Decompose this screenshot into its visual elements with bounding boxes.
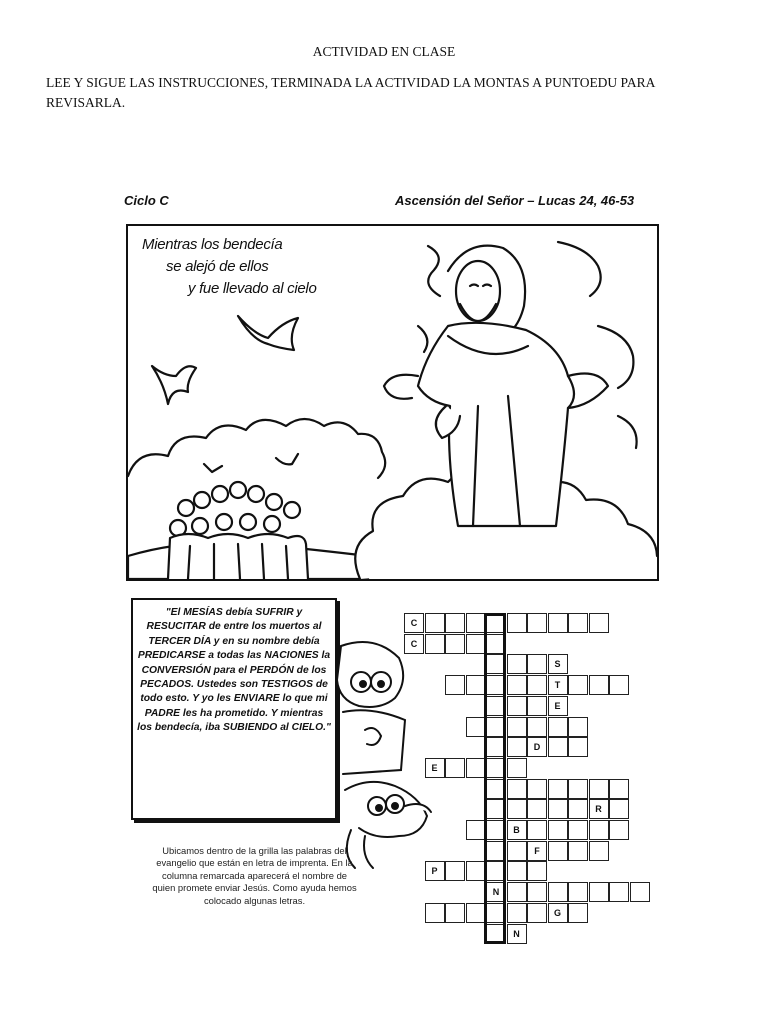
quote-text: les ha prometido. Y mientras los bendecía, iba — [137, 707, 324, 734]
crossword-cell[interactable]: F — [527, 841, 547, 861]
quote-keyword: TESTIGOS — [260, 679, 313, 691]
crossword-cell[interactable] — [507, 799, 527, 819]
crossword-cell[interactable] — [589, 779, 609, 799]
crossword-cell[interactable] — [589, 882, 609, 902]
crossword-cell[interactable] — [466, 675, 486, 695]
quote-text: a todas las — [205, 650, 265, 662]
crossword-cell[interactable] — [548, 799, 568, 819]
instructions-text: LEE Y SIGUE LAS INSTRUCCIONES, TERMINADA LA ACTIVIDAD LA MONTAS A PUNTOEDU PARA REVISARLA. — [46, 75, 655, 110]
crossword-cell[interactable] — [507, 882, 527, 902]
crossword-cell[interactable] — [527, 882, 547, 902]
crossword-cell[interactable] — [548, 717, 568, 737]
crossword-cell[interactable] — [466, 717, 486, 737]
crossword-cell[interactable] — [548, 737, 568, 757]
crossword-cell[interactable] — [425, 634, 445, 654]
quote-text: de entre los muertos al — [205, 621, 322, 633]
crossword-cell[interactable] — [527, 903, 547, 923]
crossword-cell[interactable] — [568, 737, 588, 757]
crossword-cell[interactable]: E — [548, 696, 568, 716]
crossword-cell[interactable] — [568, 779, 588, 799]
crossword-cell[interactable] — [507, 696, 527, 716]
crossword-cell[interactable] — [466, 634, 486, 654]
crossword-cell[interactable] — [548, 779, 568, 799]
crossword-cell[interactable] — [445, 903, 465, 923]
caption-line-2: se alejó de ellos — [166, 258, 269, 275]
quote-keyword: PERDÓN — [249, 664, 294, 676]
crossword-cell[interactable] — [527, 717, 547, 737]
crossword-cell[interactable] — [466, 903, 486, 923]
quote-keyword: ENVIARE — [233, 693, 280, 705]
crossword-cell[interactable]: B — [507, 820, 527, 840]
crossword-cell[interactable] — [568, 675, 588, 695]
quote-text: . Ustedes son — [191, 679, 261, 691]
crossword-cell[interactable] — [507, 613, 527, 633]
quote-keyword: TERCER DÍA — [148, 635, 211, 647]
crossword-cell[interactable] — [507, 903, 527, 923]
crossword-cell[interactable] — [425, 903, 445, 923]
ascension-illustration — [126, 224, 659, 581]
crossword-cell[interactable] — [445, 758, 465, 778]
crossword-cell[interactable]: E — [425, 758, 445, 778]
crossword-cell[interactable] — [466, 758, 486, 778]
quote-keyword: SUBIENDO — [222, 722, 278, 734]
crossword-cell[interactable] — [568, 903, 588, 923]
reading-label: Ascensión del Señor – Lucas 24, 46-53 — [395, 193, 635, 208]
children-drawing — [335, 640, 435, 870]
page-title: ACTIVIDAD EN CLASE — [312, 44, 456, 59]
quote-text: de todo esto. Y yo les — [140, 679, 328, 705]
crossword-cell[interactable] — [507, 841, 527, 861]
crossword-cell[interactable]: N — [486, 882, 506, 902]
ascension-drawing — [128, 226, 657, 579]
crossword-cell[interactable] — [507, 861, 527, 881]
crossword-cell[interactable] — [548, 841, 568, 861]
crossword-cell[interactable] — [507, 654, 527, 674]
crossword-cell[interactable] — [589, 613, 609, 633]
quote-text: lo que mi — [279, 693, 328, 705]
crossword-cell[interactable]: R — [589, 799, 609, 819]
crossword-cell[interactable] — [425, 613, 445, 633]
crossword-cell[interactable] — [548, 613, 568, 633]
crossword-cell[interactable] — [568, 717, 588, 737]
crossword-cell[interactable]: P — [425, 861, 445, 881]
crossword-cell[interactable] — [527, 779, 547, 799]
crossword-cell[interactable] — [527, 696, 547, 716]
crossword-cell[interactable] — [527, 613, 547, 633]
crossword-cell[interactable] — [507, 737, 527, 757]
crossword-cell[interactable] — [589, 841, 609, 861]
quote-keyword: PREDICARSE — [137, 650, 206, 662]
crossword-cell[interactable] — [527, 654, 547, 674]
caption-line-3: y fue llevado al cielo — [188, 280, 317, 297]
quote-text: y en su nombre debía — [210, 635, 320, 647]
highlighted-key-column — [484, 613, 506, 944]
crossword-cell[interactable] — [466, 613, 486, 633]
crossword-cell[interactable] — [609, 779, 629, 799]
crossword-cell[interactable] — [445, 861, 465, 881]
crossword-cell[interactable] — [609, 820, 629, 840]
quote-keyword: CIELO — [291, 722, 324, 734]
crossword-cell[interactable] — [527, 675, 547, 695]
gospel-quote-box — [131, 598, 337, 820]
crossword-cell[interactable] — [609, 799, 629, 819]
crossword-cell[interactable] — [507, 717, 527, 737]
quote-keyword: PADRE — [144, 707, 180, 719]
crossword-cell[interactable] — [507, 675, 527, 695]
crossword-cell[interactable] — [568, 820, 588, 840]
crossword-cell[interactable]: T — [548, 675, 568, 695]
quote-keyword: CONVERSIÓN — [141, 664, 211, 676]
crossword-cell[interactable] — [568, 882, 588, 902]
quote-text: de los — [293, 664, 327, 676]
crossword-instructions: Ubicamos dentro de la grilla las palabras del evangelio que están en letra de imprenta. En la columna remarcada aparecerá el nombre de quien promete enviar Jesús. Como ayuda hemos colocado algunas letras. — [152, 845, 357, 906]
crossword-cell[interactable] — [466, 861, 486, 881]
crossword-cell[interactable] — [609, 675, 629, 695]
quote-text: ." — [323, 722, 331, 734]
crossword-cell[interactable] — [527, 799, 547, 819]
quote-text: al — [277, 722, 292, 734]
quote-text: para el — [210, 664, 250, 676]
quote-keyword: PECADOS — [140, 679, 192, 691]
crossword-cell[interactable] — [568, 841, 588, 861]
crossword-cell[interactable] — [445, 613, 465, 633]
crossword-cell[interactable] — [609, 882, 629, 902]
crossword-cell[interactable] — [548, 820, 568, 840]
crossword-cell[interactable]: C — [404, 634, 424, 654]
crossword-cell[interactable] — [589, 675, 609, 695]
quote-text: y — [293, 607, 303, 618]
quote-text: debía — [222, 607, 256, 618]
crossword-cell[interactable]: S — [548, 654, 568, 674]
crossword-cell[interactable] — [548, 882, 568, 902]
crossword-cell[interactable] — [445, 634, 465, 654]
crossword-cell[interactable]: N — [507, 924, 527, 944]
crossword-cell[interactable] — [445, 675, 465, 695]
quote-text: "El — [165, 607, 184, 618]
crossword-cell[interactable]: G — [548, 903, 568, 923]
quote-keyword: MESÍAS — [183, 607, 223, 618]
crossword-cell[interactable] — [466, 820, 486, 840]
quote-text: la — [318, 650, 331, 662]
crossword-cell[interactable] — [507, 779, 527, 799]
crossword-cell[interactable] — [568, 613, 588, 633]
caption-line-1: Mientras los bendecía — [142, 236, 283, 253]
quote-keyword: NACIONES — [264, 650, 319, 662]
crossword-cell[interactable] — [527, 861, 547, 881]
cycle-label: Ciclo C — [124, 193, 169, 208]
crossword-cell[interactable]: D — [527, 737, 547, 757]
crossword-cell[interactable] — [527, 820, 547, 840]
crossword-cell[interactable] — [589, 820, 609, 840]
quote-keyword: RESUCITAR — [146, 621, 206, 633]
crossword-cell[interactable] — [630, 882, 650, 902]
crossword-cell[interactable] — [507, 758, 527, 778]
crossword-cell[interactable]: C — [404, 613, 424, 633]
crossword-cell[interactable] — [568, 799, 588, 819]
quote-keyword: SUFRIR — [255, 607, 294, 618]
